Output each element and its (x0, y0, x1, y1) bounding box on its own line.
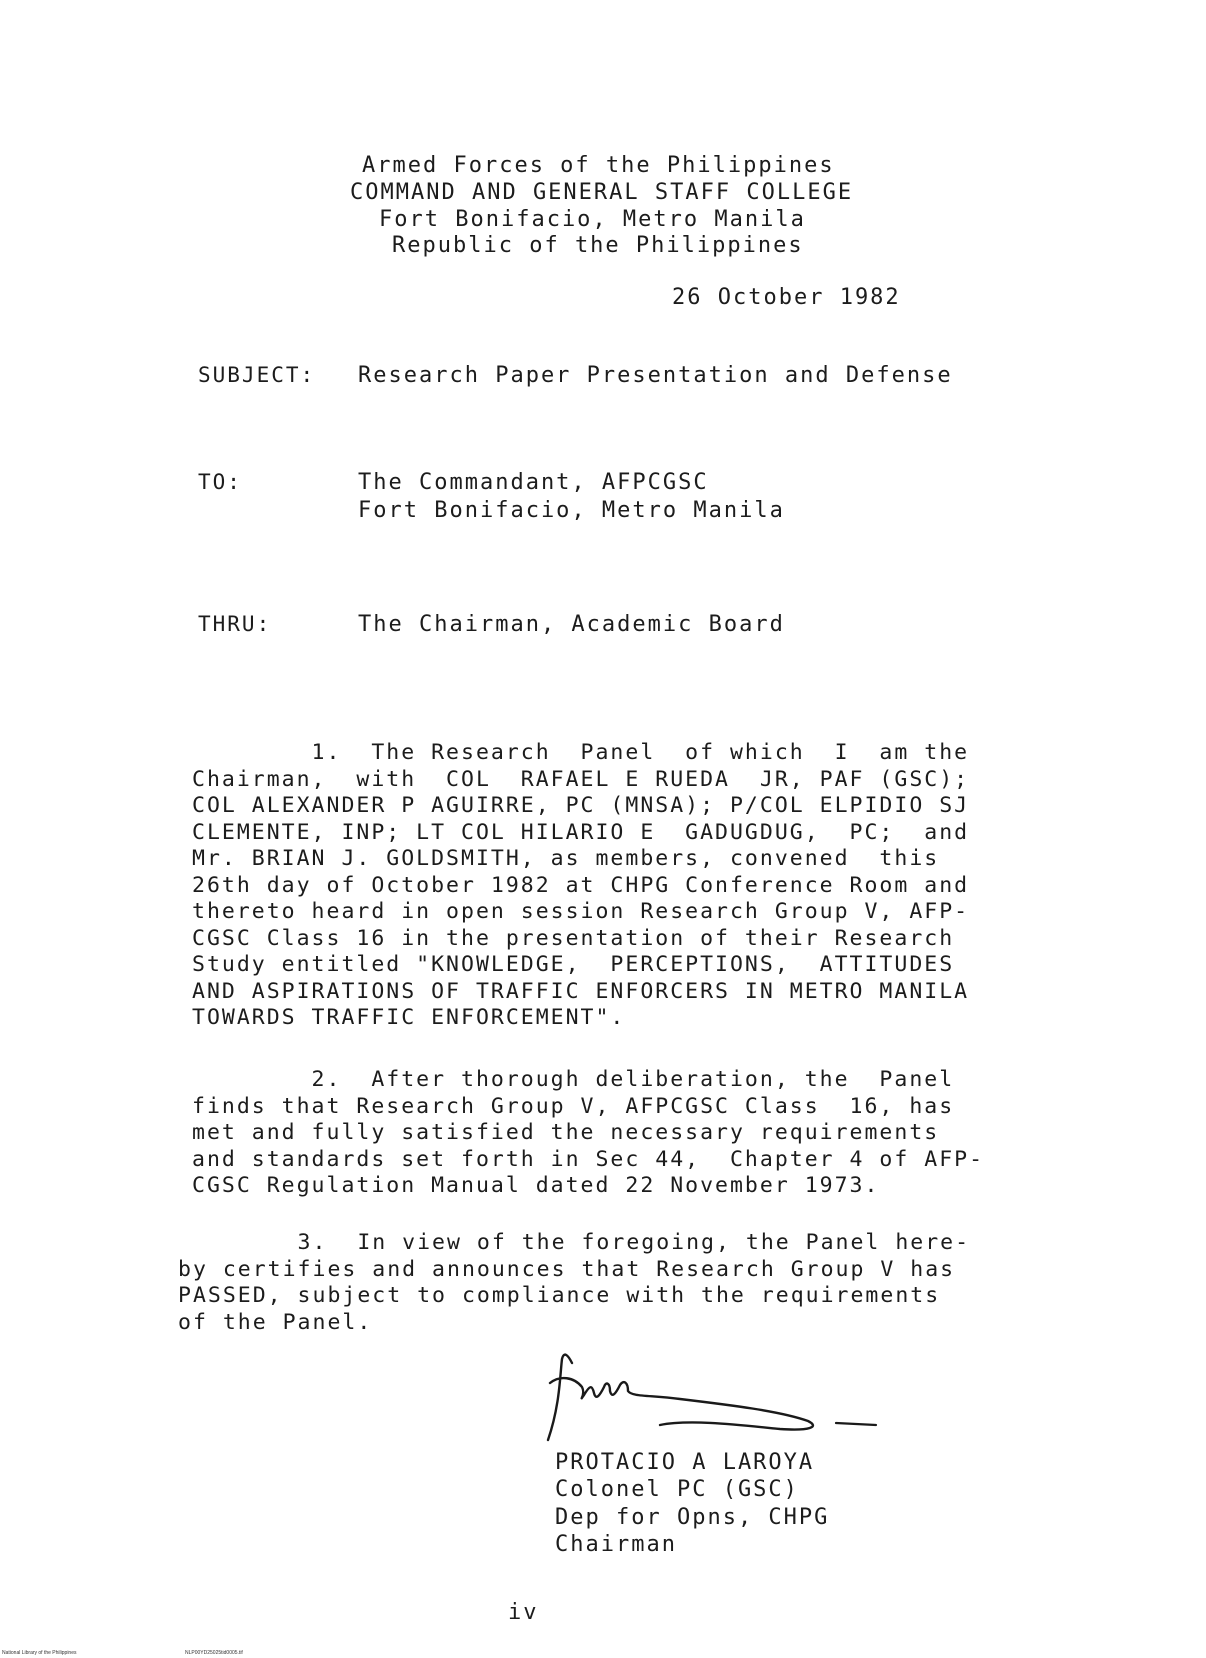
header-line-4: Republic of the Philippines (392, 233, 804, 258)
thru-value: The Chairman, Academic Board (358, 612, 785, 637)
to-line-1: The Commandant, AFPCGSC (358, 470, 709, 495)
paragraph-1: 1. The Research Panel of which I am the Chairman, with COL RAFAEL E RUEDA JR, PAF (GSC); COL ALEXANDER P AGUIRRE, PC (MNSA); P/COL ELPIDIO SJ CLEMENTE, INP; LT COL HILARIO E GADUGDUG, PC; and Mr. BRIAN J. GOLDSMITH, as members, convened this 26th day of October 1982 at CHPG Conference Room and thereto heard in open session Research Group V, AFP- CGSC Class 16 in the presentation of their Research Study entitled "KNOWLEDGE, PERCEPTIONS, ATTITUDES AND ASPIRATIONS OF TRAFFIC ENFORCERS IN METRO MANILA TOWARDS TRAFFIC ENFORCEMENT". (192, 740, 970, 1030)
signatory-name: PROTACIO A LAROYA (555, 1450, 815, 1475)
paragraph-2: 2. After thorough deliberation, the Panel finds that Research Group V, AFPCGSC Class 16, has met and fully satisfied the necessary requirements and standards set forth in Sec 44, Chapter 4 of AFP- CGSC Regulation Manual dated 22 November 1973. (192, 1067, 985, 1198)
page-number: iv (508, 1600, 539, 1625)
to-label: TO: (198, 470, 242, 494)
header-line-1: Armed Forces of the Philippines (362, 153, 835, 178)
thru-label: THRU: (198, 612, 272, 636)
to-line-2: Fort Bonifacio, Metro Manila (358, 498, 785, 523)
header-line-2: COMMAND AND GENERAL STAFF COLLEGE (350, 180, 854, 205)
signatory-rank: Colonel PC (GSC) (555, 1477, 799, 1502)
footer-file-label: NLP00YD25025tid0005.tif (185, 1650, 243, 1656)
header-line-3: Fort Bonifacio, Metro Manila (379, 207, 806, 232)
signatory-position: Dep for Opns, CHPG (555, 1505, 830, 1530)
signature-scribble (540, 1345, 880, 1455)
footer-library-label: National Library of the Philippines (2, 1650, 77, 1656)
letter-date: 26 October 1982 (672, 285, 901, 310)
subject-label: SUBJECT: (198, 363, 316, 387)
subject-value: Research Paper Presentation and Defense (358, 363, 953, 388)
paragraph-3: 3. In view of the foregoing, the Panel here- by certifies and announces that Research Group V has PASSED, subject to compliance with the requirements of the Panel. (178, 1230, 971, 1335)
signatory-role: Chairman (555, 1532, 677, 1557)
